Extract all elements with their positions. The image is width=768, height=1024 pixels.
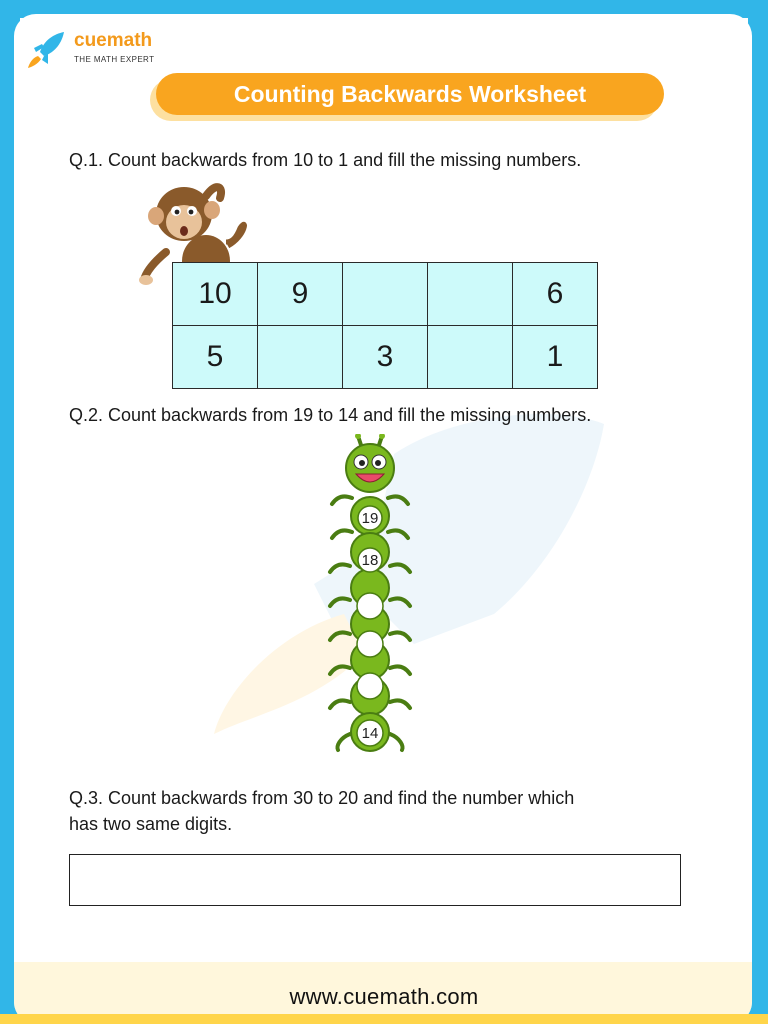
- grid-cell[interactable]: 1: [513, 326, 598, 389]
- segment-label: 19: [361, 510, 379, 527]
- rocket-logo-icon: [26, 30, 66, 70]
- bottom-bar: [0, 1014, 768, 1024]
- grid-cell[interactable]: 5: [173, 326, 258, 389]
- cuemath-logo: [26, 30, 176, 70]
- grid-cell[interactable]: [258, 326, 343, 389]
- grid-cell[interactable]: 9: [258, 263, 343, 326]
- grid-cell[interactable]: [428, 326, 513, 389]
- question-3-line-2: has two same digits.: [69, 814, 233, 834]
- grid-row: [173, 326, 598, 389]
- brand-name: cuemath: [74, 30, 153, 51]
- q1-number-grid: [172, 262, 598, 389]
- caterpillar-icon: [320, 434, 420, 756]
- q3-answer-box[interactable]: [69, 854, 681, 906]
- caterpillar-segments: [351, 497, 389, 751]
- segment-label: 14: [361, 725, 379, 742]
- grid-cell[interactable]: [343, 263, 428, 326]
- grid-cell[interactable]: 10: [173, 263, 258, 326]
- question-1: Q.1. Count backwards from 10 to 1 and fill the missing numbers.: [69, 150, 582, 170]
- question-2: Q.2. Count backwards from 19 to 14 and fill the missing numbers.: [69, 405, 592, 425]
- brand-tagline: THE MATH EXPERT: [74, 55, 155, 64]
- question-3-line-1: Q.3. Count backwards from 30 to 20 and find the number which: [69, 788, 575, 808]
- grid-cell[interactable]: [428, 263, 513, 326]
- worksheet-title: Counting Backwards Worksheet: [156, 73, 664, 115]
- segment-label: 18: [361, 552, 379, 569]
- grid-cell[interactable]: 3: [343, 326, 428, 389]
- grid-cell[interactable]: 6: [513, 263, 598, 326]
- grid-row: [173, 263, 598, 326]
- footer-url[interactable]: www.cuemath.com: [289, 984, 479, 1009]
